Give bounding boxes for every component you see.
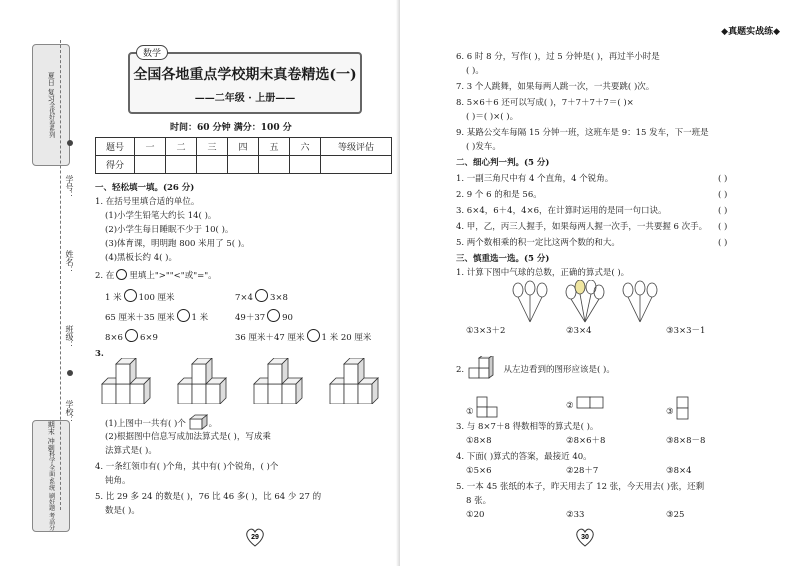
compare-item <box>235 329 371 344</box>
cube-stack <box>102 358 150 404</box>
choice-2 <box>456 356 615 380</box>
choice-2-number: 2. <box>456 365 465 375</box>
score-cell[interactable] <box>197 156 228 174</box>
choice-2-option-label: ③ <box>666 407 674 417</box>
question-1: 1. 在括号里填合适的单位。 <box>95 197 200 207</box>
choice-4: 4. 下面( )算式的答案，最接近 40。 <box>456 452 592 462</box>
question-3: 3. <box>95 349 104 359</box>
judge-answer[interactable]: ( ) <box>718 222 728 232</box>
choice-2-option[interactable] <box>566 396 606 412</box>
choice-2-text: 从左边看到的图形应该是( )。 <box>503 365 615 375</box>
compare-right: 90 <box>282 313 293 323</box>
choice-2-option[interactable] <box>466 396 498 420</box>
choice-4-option[interactable]: ②28＋7 <box>566 466 599 476</box>
question-1-item: (3)体育课，明明跑 800 米用了 5( )。 <box>105 239 250 249</box>
question-3-1 <box>105 414 217 430</box>
cube-stack <box>178 358 226 404</box>
exam-subtitle: ——二年级 · 上册—— <box>194 93 296 104</box>
choice-5b: 8 张。 <box>466 496 492 506</box>
question-1-item: (2)小学生每日睡眠不少于 10( )。 <box>105 225 234 235</box>
choice-4-option[interactable]: ③8×4 <box>666 466 692 476</box>
question-5b: 数是( )。 <box>105 506 140 516</box>
question-1-item: (4)黑板长约 4( )。 <box>105 253 177 263</box>
exam-meta: 时间：60 分钟 满分：100 分 <box>170 123 292 133</box>
judge-item: 5. 两个数相乘的积一定比这两个数的和大。 <box>456 238 620 248</box>
cube-stacks-figure <box>100 358 390 404</box>
binding-bottom-tag-note: 科学·全面·系统 刷好题 考高分 <box>47 451 55 531</box>
choice-3-option[interactable]: ②8×6＋8 <box>566 436 606 446</box>
section-2-heading: 二、细心判一判。(5 分) <box>456 158 550 168</box>
view-shape-c-icon <box>676 396 690 422</box>
score-header: 四 <box>228 138 259 156</box>
answer-circle[interactable] <box>307 329 320 342</box>
student-name-label: 姓名： <box>65 250 74 274</box>
question-4b: 钝角。 <box>105 476 131 486</box>
view-shape-b-icon <box>576 396 606 410</box>
score-header: 一 <box>135 138 166 156</box>
question-2-text-a: 2. 在 <box>95 271 115 281</box>
compare-right: 6×9 <box>139 333 158 343</box>
question-2 <box>95 269 217 282</box>
compare-right: 100 厘米 <box>138 293 175 303</box>
subject-badge: 数学 <box>136 45 168 60</box>
judge-answer[interactable]: ( ) <box>718 190 728 200</box>
score-header: 等级评估 <box>321 138 392 156</box>
question-6b: ( )。 <box>466 66 484 76</box>
choice-2-option[interactable] <box>666 396 690 422</box>
question-9: 9. 某路公交车每隔 15 分钟一班，这班车是 9：15 发车，下一班是 <box>456 128 709 138</box>
compare-item <box>235 309 293 324</box>
page-number-heart-icon <box>574 526 596 548</box>
question-9b: ( )发车。 <box>466 142 501 152</box>
compare-left: 49＋37 <box>235 313 266 323</box>
question-6: 6. 6 时 8 分，写作( )，过 5 分钟是( )，再过半小时是 <box>456 52 660 62</box>
score-header: 六 <box>290 138 321 156</box>
section-1-heading: 一、轻松填一填。(26 分) <box>95 183 195 193</box>
right-page <box>400 0 800 566</box>
judge-answer[interactable]: ( ) <box>718 206 728 216</box>
choice-1-option[interactable]: ①3×3＋2 <box>466 326 506 336</box>
compare-circle-icon <box>116 269 127 280</box>
judge-answer[interactable]: ( ) <box>718 238 728 248</box>
school-label: 学校： <box>65 400 74 424</box>
student-id-label: 学号： <box>65 175 74 199</box>
score-cell[interactable] <box>290 156 321 174</box>
choice-3-option[interactable]: ①8×8 <box>466 436 492 446</box>
compare-item <box>235 289 288 304</box>
compare-left: 1 米 <box>105 293 122 303</box>
question-5: 5. 比 29 多 24 的数是( )，76 比 46 多( )，比 64 少 27 的 <box>95 492 322 502</box>
compare-left: 65 厘米＋35 厘米 <box>105 313 175 323</box>
compare-left: 36 厘米＋47 厘米 <box>235 333 305 343</box>
binding-top-tag-note: 全优好卷系列 <box>47 102 55 139</box>
compare-left: 7×4 <box>235 293 253 303</box>
score-cell[interactable] <box>228 156 259 174</box>
answer-circle[interactable] <box>255 289 268 302</box>
page-number-right <box>573 526 597 548</box>
score-header: 题号 <box>96 138 135 156</box>
score-table-header-row <box>96 138 392 156</box>
question-3-2: (2)根据图中信息写成加法算式是( )，写成乘 <box>105 432 271 442</box>
question-3-1-end: 。 <box>208 419 218 429</box>
judge-answer[interactable]: ( ) <box>718 174 728 184</box>
question-2-text-b: 里填上">""<"或"="。 <box>129 271 217 281</box>
practice-badge: ◆真题实战练◆ <box>721 27 780 37</box>
compare-item <box>105 329 158 344</box>
choice-4-option[interactable]: ①5×6 <box>466 466 492 476</box>
cube-icon <box>189 414 209 430</box>
judge-item: 2. 9 个 6 的和是 56。 <box>456 190 542 200</box>
section-3-heading: 三、慎重选一选。(5 分) <box>456 254 550 264</box>
binding-top-tag <box>32 44 70 166</box>
judge-item: 1. 一副三角尺中有 4 个直角，4 个锐角。 <box>456 174 614 184</box>
choice-3-option[interactable]: ③8×8－8 <box>666 436 706 446</box>
compare-item <box>105 309 208 324</box>
binding-bottom-tag <box>32 420 70 532</box>
class-label: 班级： <box>65 325 74 349</box>
answer-circle[interactable] <box>125 329 138 342</box>
choice-2-option-label: ② <box>566 401 574 411</box>
choice-5-option[interactable]: ②33 <box>566 510 585 520</box>
compare-right: 1 米 20 厘米 <box>321 333 372 343</box>
question-8: 8. 5×6＋6 还可以写成( )，7＋7＋7＋7＝( )× <box>456 98 634 108</box>
cube-stack <box>254 358 302 404</box>
choice-3: 3. 与 8×7＋8 得数相等的算式是( )。 <box>456 422 599 432</box>
compare-right: 1 米 <box>191 313 209 323</box>
page-number-heart-icon <box>244 526 266 548</box>
choice-5-option[interactable]: ③25 <box>666 510 685 520</box>
balloon-bunch <box>566 280 604 322</box>
answer-circle[interactable] <box>124 289 137 302</box>
score-header: 三 <box>197 138 228 156</box>
page-number-text: 30 <box>581 534 589 541</box>
view-cubes-icon <box>467 356 501 380</box>
choice-1: 1. 计算下图中气球的总数，正确的算式是( )。 <box>456 268 630 278</box>
question-3-2b: 法算式是( )。 <box>105 446 157 456</box>
compare-item <box>105 289 175 304</box>
binding-hole <box>67 370 73 376</box>
score-header: 五 <box>259 138 290 156</box>
judge-item: 4. 甲，乙，丙三人握手，如果每两人握一次手，一共要握 6 次手。 <box>456 222 708 232</box>
answer-circle[interactable] <box>177 309 190 322</box>
question-7: 7. 3 个人跳舞，如果每两人跳一次，一共要跳( )次。 <box>456 82 655 92</box>
binding-cut-line <box>60 40 61 510</box>
score-table-row <box>96 156 392 174</box>
view-shape-a-icon <box>476 396 498 420</box>
score-cell[interactable] <box>259 156 290 174</box>
question-4: 4. 一条红领巾有( )个角，其中有( )个锐角，( )个 <box>95 462 279 472</box>
balloon-bunch <box>623 281 657 322</box>
judge-item: 3. 6×4，6＋4，4×6，在计算时运用的是同一句口诀。 <box>456 206 667 216</box>
page-number-left <box>243 526 267 548</box>
question-1-item: (1)小学生铅笔大约长 14( )。 <box>105 211 217 221</box>
score-table <box>95 137 392 174</box>
compare-right: 3×8 <box>269 293 288 303</box>
question-3-1-text: (1)上图中一共有( )个 <box>105 419 186 429</box>
choice-5: 5. 一本 45 张纸的本子，昨天用去了 12 张，今天用去( )张，还剩 <box>456 482 705 492</box>
choice-2-option-label: ① <box>466 407 474 417</box>
score-cell[interactable] <box>321 156 392 174</box>
binding-bottom-tag-text: 期末 冲刺 <box>47 421 56 452</box>
exam-title: 全国各地重点学校期末真卷精选(一) <box>133 67 357 83</box>
binding-hole <box>67 140 73 146</box>
score-cell[interactable] <box>166 156 197 174</box>
choice-5-option[interactable]: ①20 <box>466 510 485 520</box>
choice-1-option[interactable]: ②3×4 <box>566 326 592 336</box>
answer-circle[interactable] <box>267 309 280 322</box>
choice-1-option[interactable]: ③3×3－1 <box>666 326 706 336</box>
question-8b: ( )＝( )×( )。 <box>466 112 519 122</box>
score-header: 二 <box>166 138 197 156</box>
binding-top-tag-text: 夏日 复习 <box>47 71 56 103</box>
page-number-text: 29 <box>251 534 259 541</box>
compare-left: 8×6 <box>105 333 123 343</box>
balloon-bunch <box>513 281 547 322</box>
cube-stack <box>330 358 378 404</box>
score-row-label: 得分 <box>96 156 135 174</box>
title-banner <box>128 49 362 114</box>
score-cell[interactable] <box>135 156 166 174</box>
balloon-bunches-figure <box>510 280 710 326</box>
